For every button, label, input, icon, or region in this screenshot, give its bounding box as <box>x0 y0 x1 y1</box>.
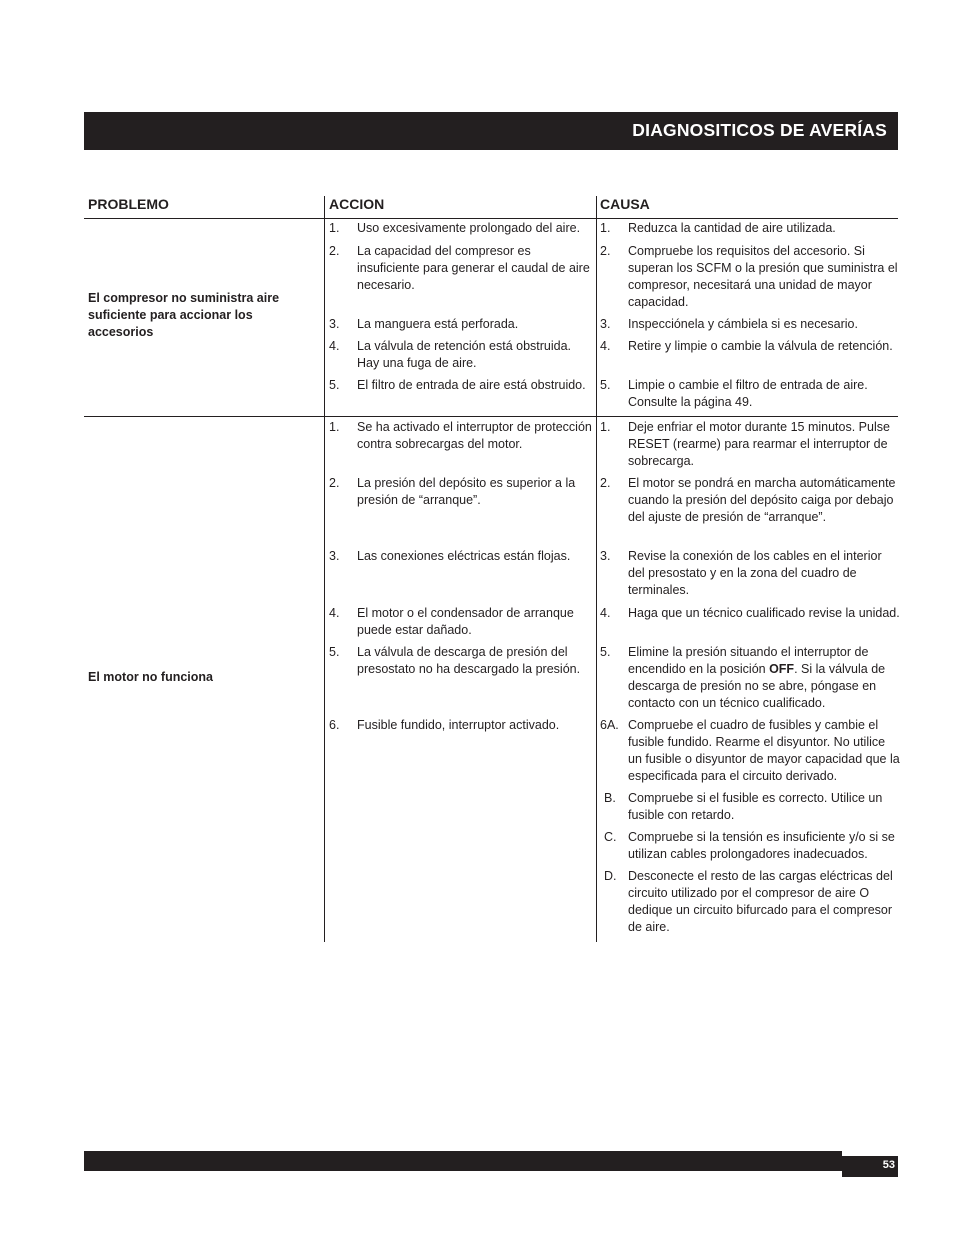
action-text: La capacidad del compresor es insuficiente para generar el caudal de aire necesario. <box>357 244 590 292</box>
cause-number: D. <box>604 869 617 883</box>
cause-text: Haga que un técnico cualificado revise la unidad. <box>628 606 900 620</box>
problem-cell: El compresor no suministra aire suficiente para accionar los accesorios <box>88 291 280 339</box>
section-header-bar <box>84 112 898 150</box>
cause-text: Limpie o cambie el filtro de entrada de aire. Consulte la página 49. <box>628 378 868 409</box>
action-number: 2. <box>329 244 340 258</box>
cause-text: Compruebe si el fusible es correcto. Utilice un fusible con retardo. <box>628 791 883 822</box>
cause-number: 2. <box>600 476 611 490</box>
cause-text: Retire y limpie o cambie la válvula de retención. <box>628 339 893 353</box>
cause-number: 6A. <box>600 718 619 732</box>
column-header-cause: CAUSA <box>600 196 650 212</box>
cause-number: 2. <box>600 244 611 258</box>
action-text: El motor o el condensador de arranque puede estar dañado. <box>357 606 574 637</box>
action-number: 2. <box>329 476 340 490</box>
section-title: DIAGNOSITICOS DE AVERÍAS <box>632 120 887 140</box>
cause-text-emphasis: OFF <box>769 662 795 676</box>
page-number-box <box>842 1156 898 1177</box>
cause-number: 4. <box>600 606 611 620</box>
action-number: 1. <box>329 221 340 235</box>
action-text: El filtro de entrada de aire está obstruido. <box>357 378 586 392</box>
action-text: Se ha activado el interruptor de protección contra sobrecargas del motor. <box>357 420 592 451</box>
action-number: 3. <box>329 549 340 563</box>
cause-text: Reduzca la cantidad de aire utilizada. <box>628 221 836 235</box>
cause-text: Revise la conexión de los cables en el interior del presostato y en la zona del cuadro de terminales. <box>628 549 882 597</box>
cause-text: Deje enfriar el motor durante 15 minutos. Pulse RESET (rearme) para rearmar el interruptor de sobrecarga. <box>628 420 890 468</box>
footer-bar <box>84 1151 842 1171</box>
cause-text-part: . Si la válvula de descarga de presión no se abre, póngase en contacto con un técnico cualificado. <box>628 662 886 710</box>
cause-number: 5. <box>600 378 611 392</box>
cause-number: C. <box>604 830 617 844</box>
action-number: 4. <box>329 339 340 353</box>
page-number: 53 <box>882 1159 895 1171</box>
cause-text: Compruebe el cuadro de fusibles y cambie el fusible fundido. Rearme el disyuntor. No utilice un fusible o disyuntor de mayor capacidad que la especificada para el circuito derivado. <box>628 718 900 783</box>
header-divider <box>84 218 898 219</box>
cause-number: 5. <box>600 645 611 659</box>
cause-number: 1. <box>600 221 611 235</box>
action-number: 5. <box>329 378 340 392</box>
cause-text: Compruebe si la tensión es insuficiente y/o si se utilizan cables prolongadores inadecuados. <box>628 830 895 861</box>
action-text: La presión del depósito es superior a la presión de “arranque”. <box>357 476 576 507</box>
cause-number: 3. <box>600 549 611 563</box>
action-number: 6. <box>329 718 340 732</box>
cause-text: El motor se pondrá en marcha automáticamente cuando la presión del depósito caiga por debajo del ajuste de presión de “arranque”. <box>628 476 896 524</box>
action-text: Las conexiones eléctricas están flojas. <box>357 549 571 563</box>
action-number: 4. <box>329 606 340 620</box>
cause-text-part: Elimine la presión situando el interruptor de encendido en la posición <box>628 645 869 676</box>
action-text: Uso excesivamente prolongado del aire. <box>357 221 581 235</box>
column-divider-action <box>324 196 325 942</box>
cause-number: 1. <box>600 420 611 434</box>
problem-cell: El motor no funciona <box>88 670 213 684</box>
action-text: La válvula de descarga de presión del presostato no ha descargado la presión. <box>357 645 581 676</box>
cause-text: Inspecciónela y cámbiela si es necesario. <box>628 317 858 331</box>
cause-number: 3. <box>600 317 611 331</box>
cause-text: Compruebe los requisitos del accesorio. Si superan los SCFM o la presión que suministra el compresor, necesitará una unidad de mayor capacidad. <box>628 244 898 309</box>
action-text: La manguera está perforada. <box>357 317 519 331</box>
column-divider-cause <box>596 196 597 942</box>
cause-number: 4. <box>600 339 611 353</box>
row-divider <box>84 416 898 417</box>
column-header-action: ACCION <box>329 196 385 212</box>
cause-text: Desconecte el resto de las cargas eléctricas del circuito utilizado por el compresor de aire O dedique un circuito bifurcado para el compresor de aire. <box>628 869 893 934</box>
column-header-problem: PROBLEMO <box>88 196 169 212</box>
action-number: 5. <box>329 645 340 659</box>
action-text: La válvula de retención está obstruida. Hay una fuga de aire. <box>357 339 572 370</box>
action-number: 3. <box>329 317 340 331</box>
cause-text <box>628 644 900 712</box>
action-text: Fusible fundido, interruptor activado. <box>357 718 560 732</box>
action-number: 1. <box>329 420 340 434</box>
cause-number: B. <box>604 791 616 805</box>
